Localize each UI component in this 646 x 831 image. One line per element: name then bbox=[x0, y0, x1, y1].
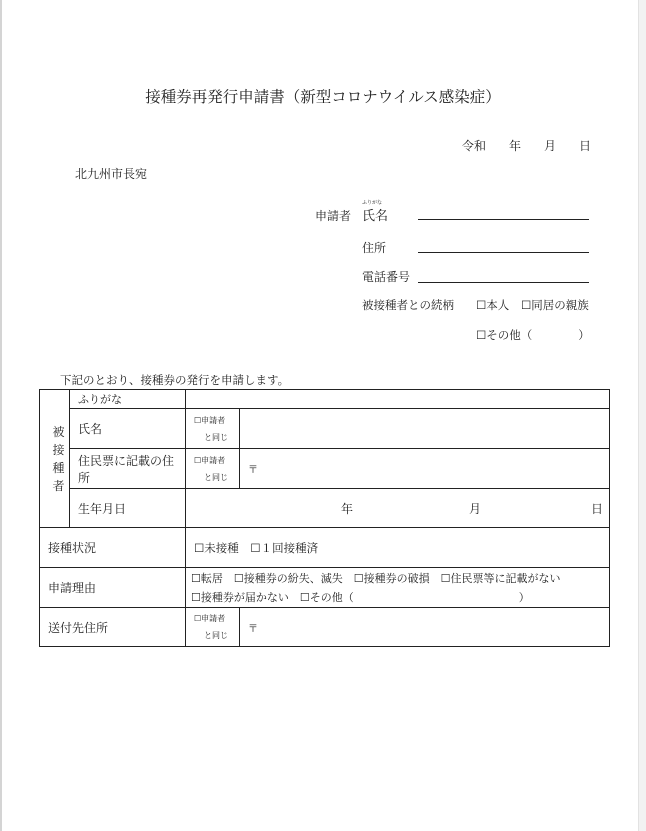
postal-mark: 〒 bbox=[248, 465, 258, 476]
furigana-field[interactable] bbox=[186, 390, 610, 409]
delivery-same-checkbox[interactable]: ☐申請者 と同じ bbox=[186, 608, 240, 647]
table-row bbox=[40, 409, 610, 449]
table-row bbox=[40, 449, 610, 489]
address-same-checkbox[interactable]: ☐申請者 と同じ bbox=[186, 449, 240, 489]
relation-self-checkbox[interactable]: ☐本人 bbox=[476, 298, 510, 312]
date-era: 令和 bbox=[462, 139, 487, 153]
table-row bbox=[40, 528, 610, 568]
table-row bbox=[40, 568, 610, 608]
page-edge-left bbox=[0, 0, 2, 831]
application-table bbox=[39, 389, 610, 647]
birth-month-label: 月 bbox=[469, 502, 482, 516]
reason-options[interactable]: ☐転居 ☐接種券の紛失、滅失 ☐接種券の破損 ☐住民票等に記載がない ☐接種券が届かない ☐その他（ ） bbox=[186, 568, 610, 608]
status-label: 接種状況 bbox=[40, 528, 186, 568]
name-field[interactable] bbox=[240, 409, 610, 449]
status-options[interactable]: ☐未接種 ☐１回接種済 bbox=[186, 528, 610, 568]
recipient-group-label: 被 接 種 者 bbox=[40, 390, 70, 528]
applicant-address-label: 住所 bbox=[362, 241, 387, 255]
intro-text: 下記のとおり、接種券の発行を申請します。 bbox=[60, 373, 290, 387]
applicant-address-field[interactable] bbox=[418, 252, 589, 253]
applicant-name-field[interactable] bbox=[418, 219, 589, 220]
addressee: 北九州市長宛 bbox=[75, 167, 148, 181]
registered-address-label: 住民票に記載の住所 bbox=[70, 449, 186, 489]
postal-mark: 〒 bbox=[248, 623, 258, 635]
birth-day-label: 日 bbox=[591, 502, 604, 516]
birthdate-label: 生年月日 bbox=[70, 489, 186, 528]
date-year: 年 bbox=[509, 139, 522, 153]
name-same-checkbox[interactable]: ☐申請者 と同じ bbox=[186, 409, 240, 449]
delivery-address-field[interactable] bbox=[240, 608, 610, 647]
name-ruby: ふりがな bbox=[362, 200, 383, 206]
table-row bbox=[40, 608, 610, 647]
name-label: 氏名 bbox=[70, 409, 186, 449]
table-row bbox=[40, 390, 610, 409]
registered-address-field[interactable] bbox=[240, 449, 610, 489]
page-edge-right bbox=[638, 0, 646, 831]
date-day: 日 bbox=[579, 139, 592, 153]
birthdate-field[interactable] bbox=[186, 489, 610, 528]
relation-other-checkbox[interactable]: ☐その他（ ） bbox=[476, 328, 590, 342]
applicant-phone-field[interactable] bbox=[418, 282, 589, 283]
birth-year-label: 年 bbox=[341, 502, 354, 516]
furigana-label: ふりがな bbox=[70, 390, 186, 409]
date-month: 月 bbox=[544, 139, 557, 153]
delivery-address-label: 送付先住所 bbox=[40, 608, 186, 647]
applicant-label: 申請者 bbox=[315, 209, 352, 223]
relation-label: 被接種者との続柄 bbox=[362, 298, 454, 312]
relation-family-checkbox[interactable]: ☐同居の親族 bbox=[521, 298, 589, 312]
reason-label: 申請理由 bbox=[40, 568, 186, 608]
form-title: 接種券再発行申請書（新型コロナウイルス感染症） bbox=[145, 88, 501, 106]
applicant-phone-label: 電話番号 bbox=[362, 270, 411, 284]
table-row bbox=[40, 489, 610, 528]
applicant-name-label: 氏名 bbox=[362, 209, 389, 224]
